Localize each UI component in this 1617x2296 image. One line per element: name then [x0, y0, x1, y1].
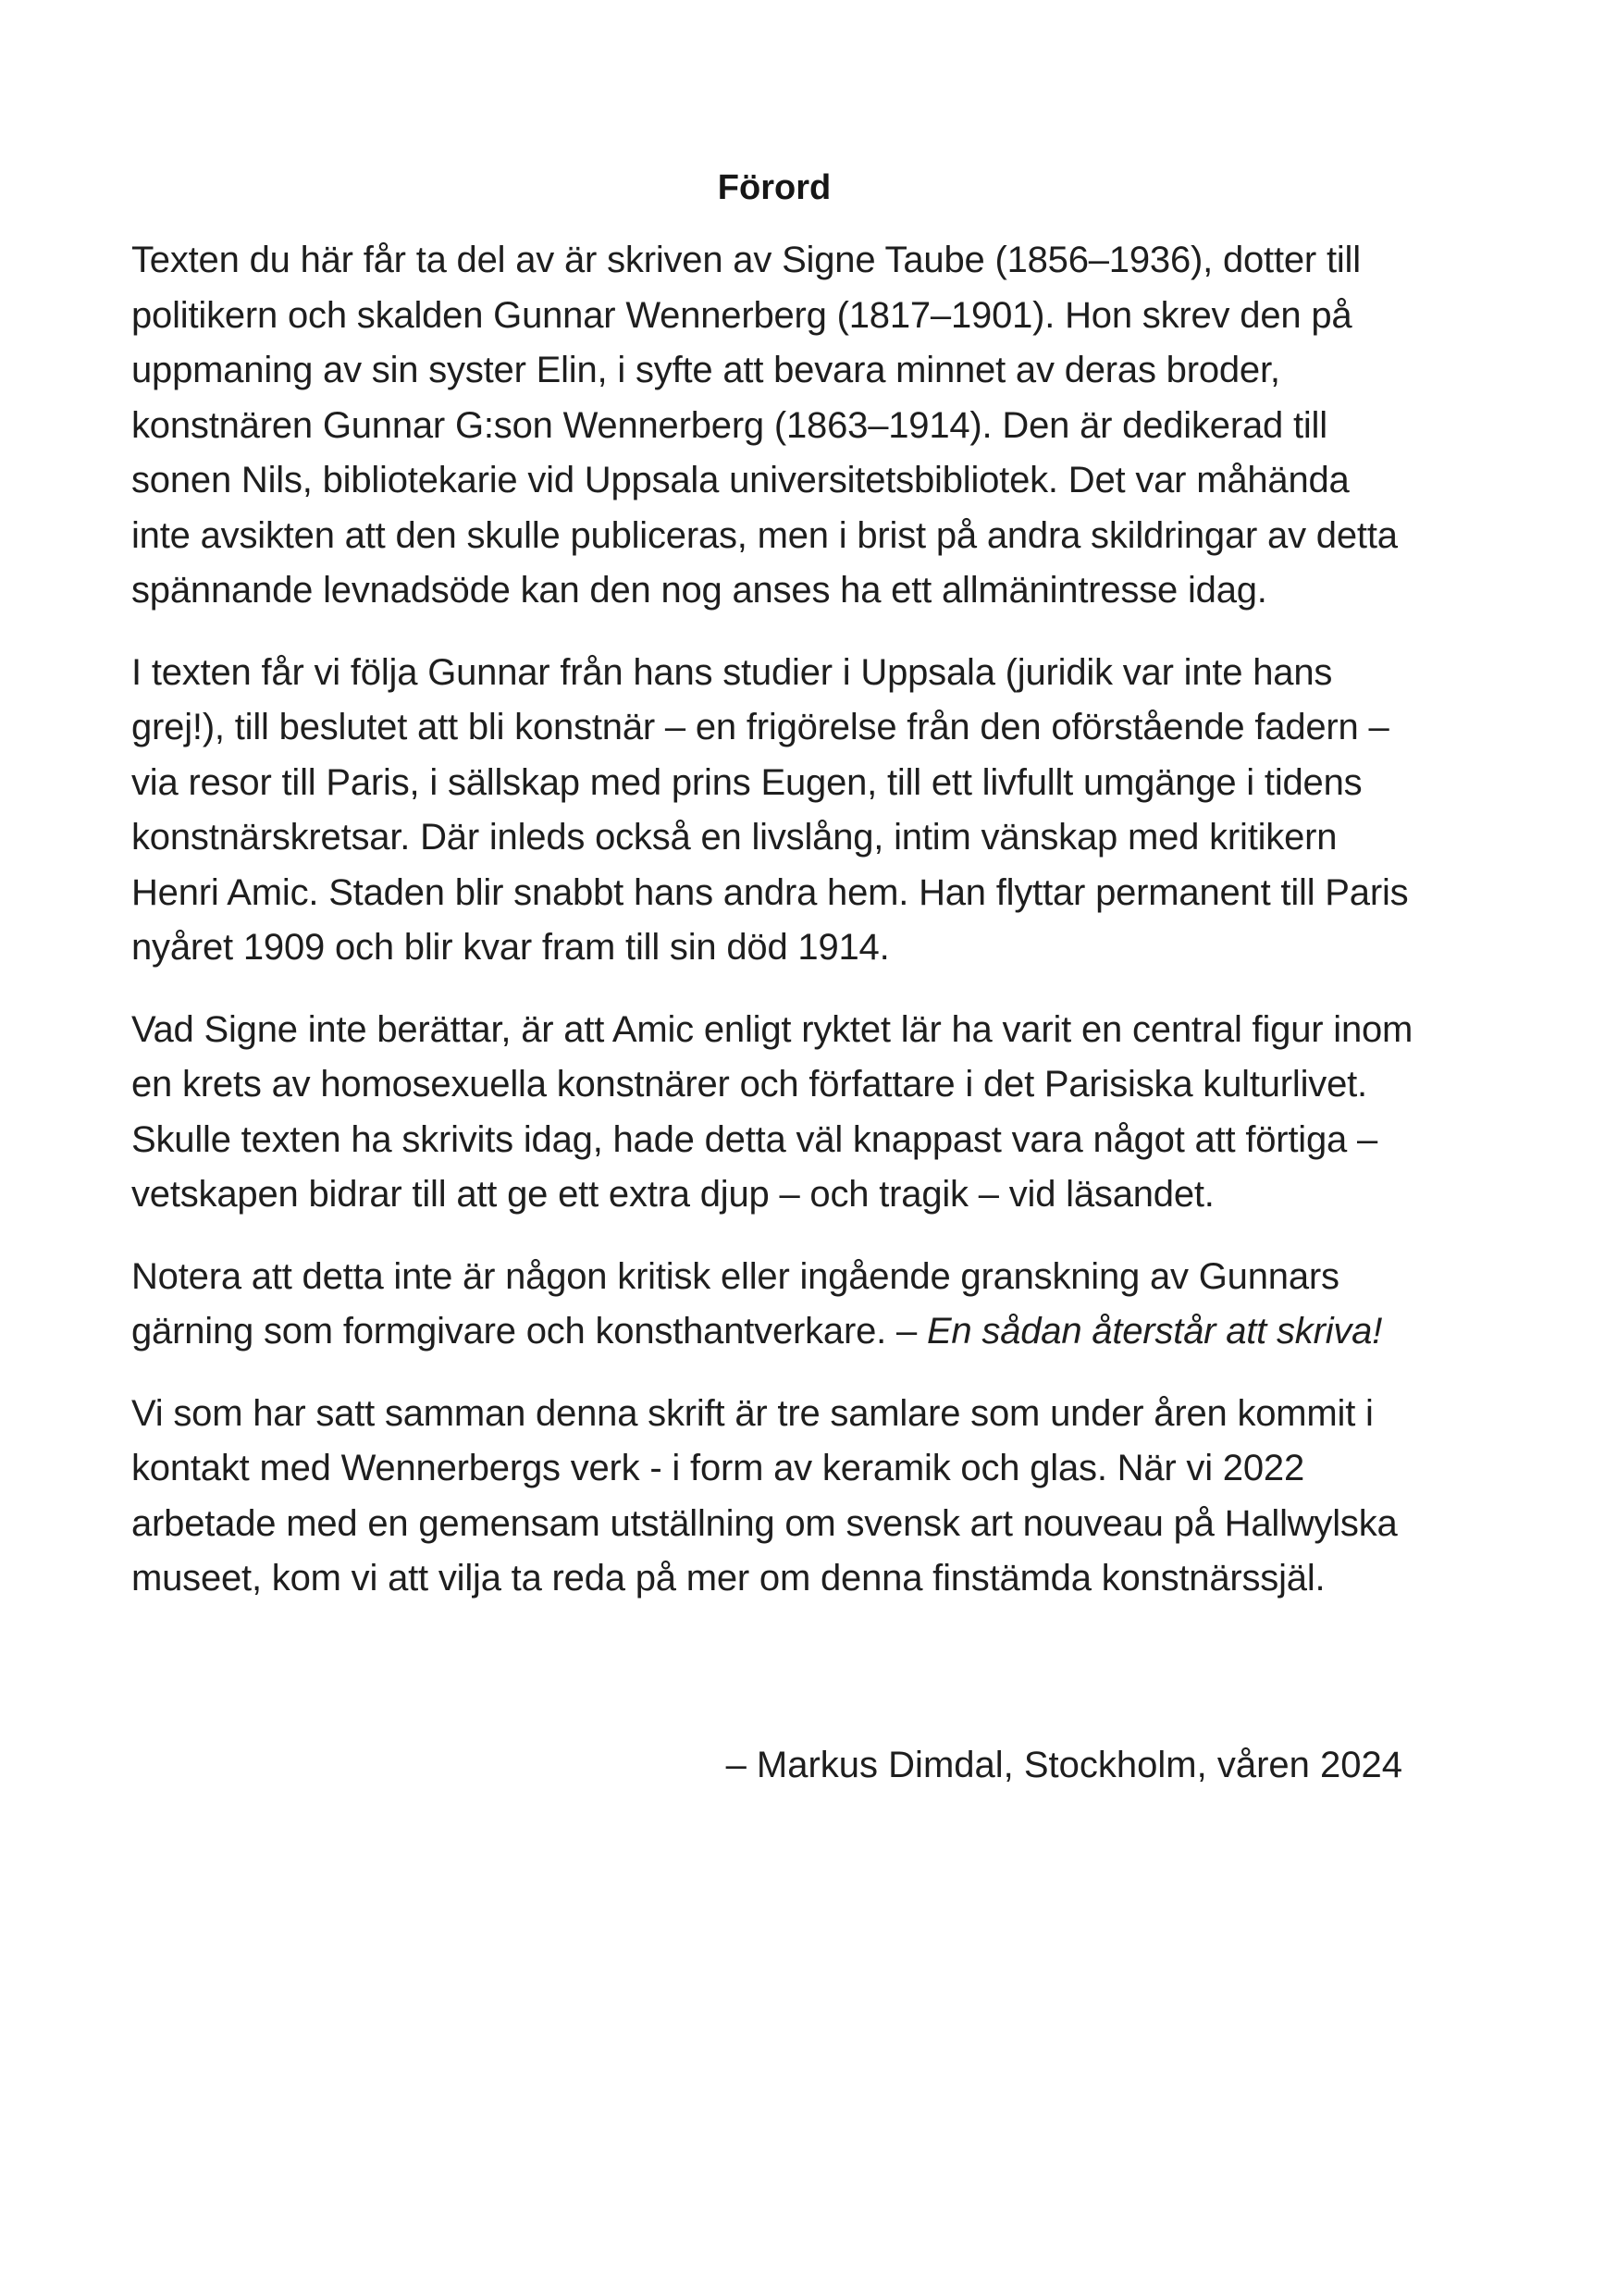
- paragraph-3: Vad Signe inte berättar, är att Amic enligt ryktet lär ha varit en central figur inom en krets av homosexuella konstnärer och författare i det Parisiska kulturlivet. Skulle texten ha skrivits idag, hade detta väl knappast vara något att förtiga – vetskapen bidrar till att ge ett extra djup – och tragik – vid läsandet.: [131, 1008, 1413, 1215]
- paragraph-1: Texten du här får ta del av är skriven av Signe Taube (1856–1936), dotter till politikern och skalden Gunnar Wennerberg (1817–1901). Hon skrev den på uppmaning av sin syster Elin, i syfte att bevara minnet av deras broder, konstnären Gunnar G:son Wennerberg (1863–1914). Den är dedikerad till sonen Nils, bibliotekarie vid Uppsala universitetsbibliotek. Det var måhända inte avsikten att den skulle publiceras, men i brist på andra skildringar av detta spännande levnadsöde kan den nog anses ha ett allmänintresse idag.: [131, 240, 1398, 611]
- signature: – Markus Dimdal, Stockholm, våren 2024: [725, 1745, 1402, 1785]
- paragraph-4-text: Notera att detta inte är någon kritisk eller ingående granskning av Gunnars gärning som formgivare och konsthantverkare. –: [131, 1255, 1339, 1352]
- text-block: [131, 155, 1417, 1634]
- paragraph-2: I texten får vi följa Gunnar från hans studier i Uppsala (juridik var inte hans grej!), till beslutet att bli konstnär – en frigörelse från den oförstående fadern – via resor till Paris, i sällskap med prins Eugen, till ett livfullt umgänge i tidens konstnärskretsar. Där inleds också en livslång, intim vänskap med kritikern Henri Amic. Staden blir snabbt hans andra hem. Han flyttar permanent till Paris nyåret 1909 och blir kvar fram till sin död 1914.: [131, 651, 1409, 968]
- paragraph-5: Vi som har satt samman denna skrift är tre samlare som under åren kommit i kontakt med Wennerbergs verk - i form av keramik och glas. När vi 2022 arbetade med en gemensam utställning om svensk art nouveau på Hallwylska museet, kom vi att vilja ta reda på mer om denna finstämda konstnärssjäl.: [131, 1392, 1398, 1599]
- page-title: Förord: [717, 168, 832, 207]
- paragraph-4: [131, 1250, 1417, 1360]
- paragraph-4-italic: En sådan återstår att skriva!: [926, 1311, 1383, 1352]
